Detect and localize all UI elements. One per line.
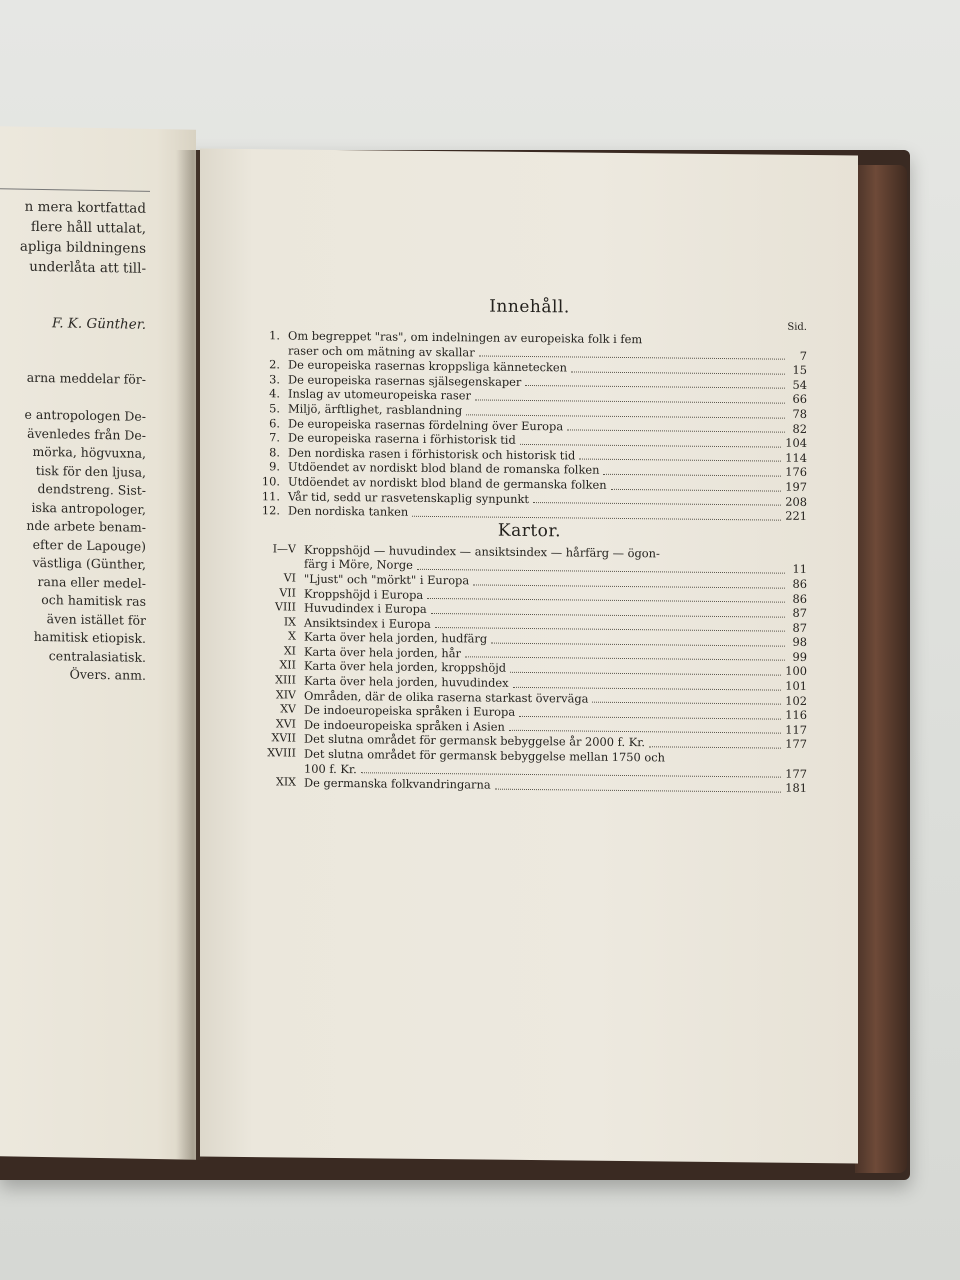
leader-dots (513, 686, 782, 690)
leader-dots (649, 746, 781, 748)
page-column-label: Sid. (787, 321, 807, 333)
translator-note (0, 367, 146, 685)
entry-number: 11. (261, 488, 280, 503)
text-line: n mera kortfattad (24, 198, 146, 217)
entry-title: färg i Möre, Norge (304, 556, 413, 573)
entry-page: 116 (785, 707, 807, 723)
entry-number: 8. (269, 445, 280, 460)
note-line (0, 386, 146, 408)
right-page (200, 149, 858, 1164)
text-line: apliga bildningens (19, 238, 146, 257)
entry-number: XI (283, 644, 296, 658)
note-line: centralasiatisk. (48, 647, 146, 665)
note-line: arna meddelar för- (26, 369, 146, 387)
entry-page: 208 (785, 494, 807, 509)
entry-title: Vår tid, sedd ur rasvetenskaplig synpunkt (288, 489, 529, 506)
entry-page: 15 (792, 362, 807, 378)
entry-title: Kroppshöjd i Europa (304, 586, 424, 602)
contents-list (252, 328, 807, 524)
entry-title: De europeiska rasernas kroppsliga kännetecken (288, 357, 567, 375)
book-cover-edge (855, 165, 907, 1173)
text-line: underlåta att till- (29, 258, 146, 277)
entry-number: 7. (269, 430, 280, 445)
entry-number: 1. (269, 328, 280, 343)
entry-number: 12. (261, 503, 280, 518)
entry-page: 87 (792, 605, 807, 621)
note-line: ävenledes från De- (27, 425, 146, 443)
entry-page: 104 (785, 435, 807, 451)
entry-page: 102 (785, 693, 807, 708)
entry-page: 87 (792, 620, 807, 635)
entry-number: IX (283, 615, 296, 629)
table-of-contents (252, 294, 807, 796)
entry-title: 100 f. Kr. (304, 761, 357, 776)
entry-page: 99 (792, 649, 807, 664)
entry-title: Karta över hela jorden, kroppshöjd (304, 659, 507, 676)
entry-title: Karta över hela jorden, huvudindex (304, 673, 509, 690)
leader-dots (520, 444, 782, 448)
entry-title: Områden, där de olika raserna starkast överväga (304, 688, 589, 706)
entry-page: 181 (785, 780, 807, 796)
text-line: flere håll uttalat, (30, 218, 146, 237)
entry-title: Den nordiska rasen i förhistorisk och historisk tid (288, 445, 576, 463)
leader-dots (533, 502, 781, 506)
entry-title: De europeiska raserna i förhistorisk tid (288, 430, 516, 448)
note-line: även istället för (46, 610, 146, 628)
left-page (0, 126, 196, 1159)
entry-title: raser och om mätning av skallar (288, 343, 475, 360)
entry-number: XIX (275, 775, 296, 789)
entry-page: 177 (785, 737, 807, 752)
entry-page: 221 (785, 508, 807, 524)
entry-page: 7 (799, 348, 807, 363)
entry-title: Huvudindex i Europa (304, 600, 427, 617)
entry-title: Kroppshöjd — huvudindex — ansiktsindex — hårfärg — ögon- (304, 542, 660, 561)
entry-title: De germanska folkvandringarna (304, 775, 491, 792)
entry-page: 78 (792, 406, 807, 421)
entry-number: XII (279, 658, 296, 673)
note-line: efter de Lapouge) (32, 536, 146, 554)
entry-number: 9. (269, 459, 280, 474)
note-line: rana eller medel- (37, 573, 146, 591)
entry-title: "Ljust" och "mörkt" i Europa (304, 571, 470, 588)
entry-page: 82 (792, 421, 807, 436)
entry-page: 98 (792, 635, 807, 650)
entry-title: Karta över hela jorden, hudfärg (304, 629, 488, 646)
entry-title: Det slutna området för germansk bebyggelse mellan 1750 och (304, 746, 665, 765)
entry-number: XVII (271, 731, 296, 745)
contents-title: Innehåll. (489, 296, 570, 318)
leader-dots (567, 430, 785, 433)
leader-dots (491, 642, 785, 646)
entry-page: 176 (785, 465, 807, 480)
header-rule (0, 188, 150, 192)
entry-page: 11 (792, 562, 807, 577)
entry-title: Miljö, ärftlighet, rasblandning (288, 401, 463, 418)
entry-number: 3. (269, 372, 280, 387)
entry-number: XVIII (267, 746, 296, 760)
note-line: tisk för den ljusa, (35, 462, 146, 480)
leader-dots (509, 730, 781, 734)
preface-ending (0, 195, 146, 278)
note-line: västliga (Günther, (32, 554, 146, 572)
entry-number: 5. (269, 401, 280, 416)
leader-dots (510, 672, 781, 676)
entry-page: 117 (785, 722, 807, 737)
entry-title: Utdöendet av nordiskt blod bland de germanska folken (288, 474, 607, 492)
note-line: mörka, högvuxna, (32, 443, 146, 461)
note-line: iska antropologer, (31, 499, 146, 517)
note-line: Övers. anm. (69, 666, 146, 683)
entry-title: De indoeuropeiska språken i Asien (304, 717, 505, 734)
entry-number: XIV (275, 688, 296, 702)
entry-page: 86 (792, 591, 807, 606)
entry-page: 86 (792, 576, 807, 591)
note-line: e antropologen De- (24, 406, 146, 424)
signature: F. K. Günther. (51, 315, 146, 333)
entry-title: De indoeuropeiska språken i Europa (304, 702, 516, 720)
leader-dots (525, 385, 785, 389)
leader-dots (592, 702, 781, 705)
note-line: hamitisk etiopisk. (33, 628, 146, 646)
left-page-text (0, 195, 146, 685)
entry-page: 101 (785, 678, 807, 693)
leader-dots (611, 488, 782, 491)
entry-title: Den nordiska tanken (288, 503, 409, 519)
entry-title: Karta över hela jorden, hår (304, 644, 461, 661)
leader-dots (579, 459, 781, 462)
entry-number: XIII (275, 673, 296, 687)
entry-number: 4. (269, 386, 280, 401)
maps-list (252, 542, 807, 796)
entry-number: VII (279, 585, 296, 600)
entry-page: 66 (792, 392, 807, 407)
entry-page: 197 (785, 479, 807, 494)
leader-dots (571, 371, 785, 374)
maps-title: Kartor. (497, 520, 562, 542)
note-line: dendstreng. Sist- (37, 480, 146, 498)
leader-dots (412, 515, 781, 520)
entry-title: Om begreppet "ras", om indelningen av europeiska folk i fem (288, 328, 643, 347)
note-line: nde arbete benam- (26, 517, 146, 535)
entry-page: 54 (792, 377, 807, 392)
leader-dots (603, 474, 781, 477)
entry-title: De europeiska rasernas själsegenskaper (288, 372, 522, 389)
entry-title: De europeiska rasernas fördelning över Europa (288, 416, 564, 433)
entry-number: XV (280, 702, 296, 716)
note-line: och hamitisk ras (41, 592, 146, 609)
entry-number: XVI (275, 717, 296, 731)
entry-number: 2. (269, 357, 280, 372)
leader-dots (519, 716, 781, 720)
entry-number: 10. (261, 474, 280, 489)
entry-title: Utdöendet av nordiskt blod bland de romanska folken (288, 459, 600, 478)
entry-number: 6. (269, 415, 280, 430)
entry-page: 177 (785, 766, 807, 781)
entry-title: Det slutna området för germansk bebyggelse år 2000 f. Kr. (304, 732, 646, 750)
entry-number: VIII (275, 600, 296, 614)
entry-title: Inslag av utomeuropeiska raser (288, 386, 471, 403)
entry-number: VI (283, 571, 296, 585)
entry-page: 114 (785, 450, 807, 465)
leader-dots (495, 788, 782, 792)
entry-page: 100 (785, 664, 807, 679)
entry-title: Ansiktsindex i Europa (304, 615, 431, 631)
entry-number: X (288, 629, 296, 643)
entry-number: I—V (272, 542, 296, 556)
